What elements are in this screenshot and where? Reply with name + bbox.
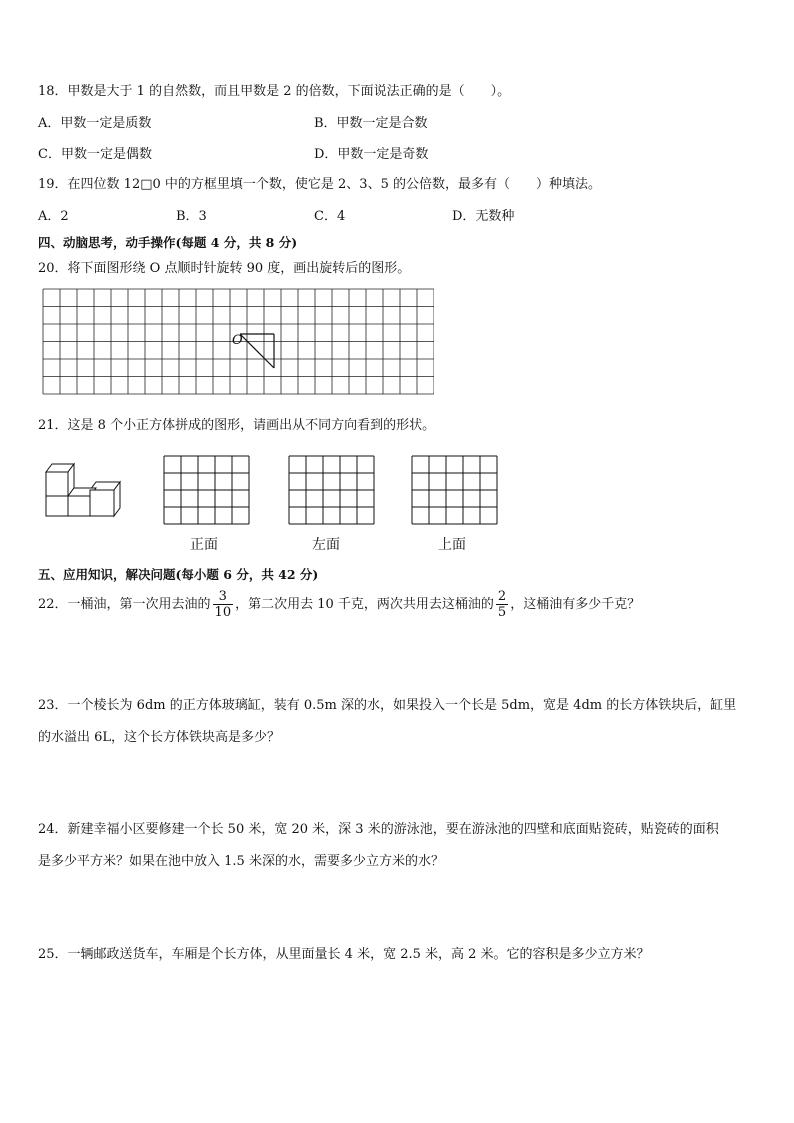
q18-option-b: B．甲数一定是合数 bbox=[314, 116, 428, 131]
q25-stem: 25．一辆邮政送货车，车厢是个长方体，从里面量长 4 米，宽 2.5 米，高 2 米。它的容积是多少立方米？ bbox=[38, 947, 650, 962]
q21-top-view-grid bbox=[411, 455, 499, 525]
q22-text-part1: 22．一桶油，第一次用去油的 bbox=[38, 597, 211, 612]
q22-fraction-1 bbox=[213, 589, 234, 620]
q22-fraction-2-numerator: 2 bbox=[497, 589, 507, 604]
q22-fraction-1-denominator: 10 bbox=[214, 605, 232, 620]
section-4-heading: 四、动脑思考，动手操作(每题 4 分，共 8 分) bbox=[38, 235, 298, 250]
q21-left-view-grid bbox=[288, 455, 376, 525]
q22-fraction-1-numerator: 3 bbox=[213, 589, 234, 605]
q22-text-part2: ，第二次用去 10 千克，两次共用去这桶油的 bbox=[235, 597, 494, 612]
q21-cube-figure bbox=[42, 458, 126, 520]
q21-stem: 21．这是 8 个小正方体拼成的图形，请画出从不同方向看到的形状。 bbox=[38, 418, 436, 433]
q18-option-a: A．甲数一定是质数 bbox=[38, 116, 152, 131]
q21-caption-top: 上面 bbox=[438, 537, 466, 553]
q19-option-d: D．无数种 bbox=[452, 209, 515, 224]
q22-fraction-2-denominator: 5 bbox=[497, 605, 507, 620]
q24-line1: 24．新建幸福小区要修建一个长 50 米，宽 20 米，深 3 米的游泳池，要在游泳池的四壁和底面贴瓷砖，贴瓷砖的面积 bbox=[38, 822, 719, 837]
q19-option-a: A．2 bbox=[38, 209, 69, 224]
q19-option-b: B．3 bbox=[176, 209, 207, 224]
q19-option-c: C．4 bbox=[314, 209, 346, 224]
q19-stem: 19．在四位数 12□0 中的方框里填一个数，使它是 2、3、5 的公倍数，最多有（ ）种填法。 bbox=[38, 177, 601, 192]
q18-stem: 18．甲数是大于 1 的自然数，而且甲数是 2 的倍数，下面说法正确的是（ ）。 bbox=[38, 84, 511, 99]
q22-fraction-2 bbox=[496, 589, 508, 620]
q22-text-part3: ，这桶油有多少千克？ bbox=[510, 597, 641, 612]
q20-rotation-grid bbox=[40, 286, 434, 400]
q24-line2: 是多少平方米？如果在池中放入 1.5 米深的水，需要多少立方米的水？ bbox=[38, 854, 444, 869]
q21-front-view-grid bbox=[163, 455, 251, 525]
q20-stem: 20．将下面图形绕 O 点顺时针旋转 90 度，画出旋转后的图形。 bbox=[38, 261, 411, 276]
q18-option-c: C．甲数一定是偶数 bbox=[38, 147, 152, 162]
q20-point-o-label: O bbox=[232, 333, 243, 348]
q22-stem bbox=[38, 588, 640, 622]
q21-caption-left: 左面 bbox=[312, 537, 340, 553]
q23-line2: 的水溢出 6L，这个长方体铁块高是多少？ bbox=[38, 730, 281, 745]
q21-caption-front: 正面 bbox=[190, 537, 218, 553]
q18-option-d: D．甲数一定是奇数 bbox=[314, 147, 429, 162]
q20-triangle-figure bbox=[240, 334, 274, 368]
q23-line1: 23．一个棱长为 6dm 的正方体玻璃缸，装有 0.5m 深的水，如果投入一个长是 5dm，宽是 4dm 的长方体铁块后，缸里 bbox=[38, 698, 737, 713]
section-5-heading: 五、应用知识，解决问题(每小题 6 分，共 42 分) bbox=[38, 567, 319, 582]
